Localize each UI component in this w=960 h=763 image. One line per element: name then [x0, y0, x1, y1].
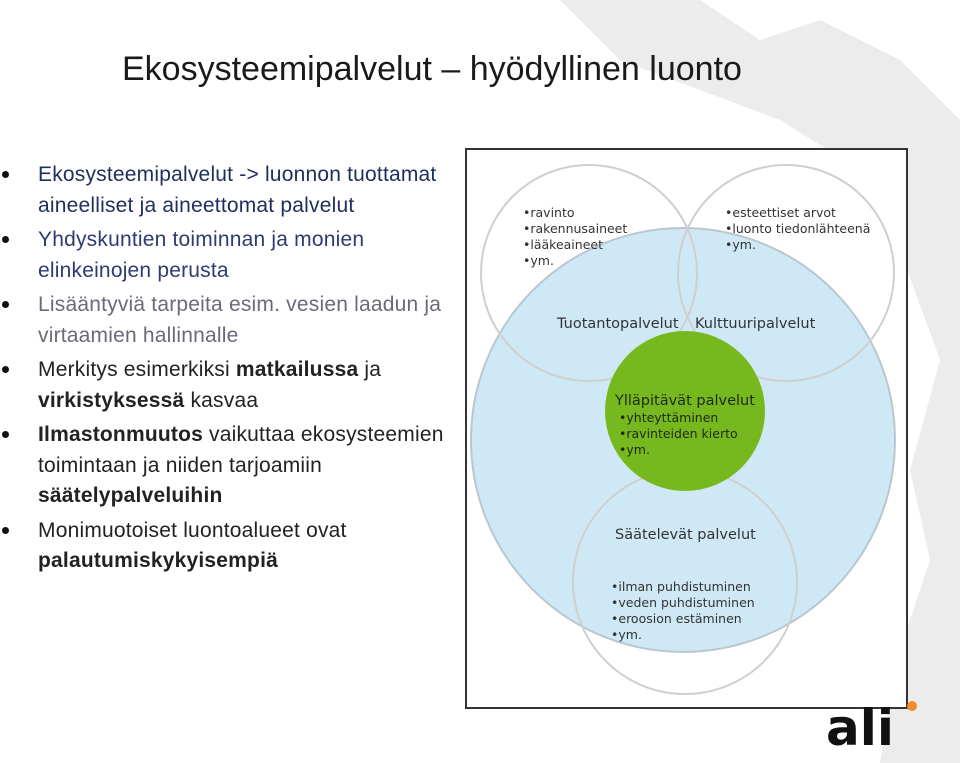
bullet-text: kasvaa [184, 388, 259, 412]
production-item: •lääkeaineet [523, 237, 603, 252]
logo-text: ali [826, 700, 895, 752]
bullet-text: vaikuttaa ekosysteemien toimintaan ja niiden tarjoamiin [38, 423, 444, 477]
bullet-item [0, 225, 450, 286]
production-item: •ym. [523, 253, 554, 268]
bullet-emphasis: palautumiskykyisempiä [38, 549, 278, 572]
supporting-item: •ym. [619, 442, 650, 457]
bullet-dot-icon [2, 527, 9, 534]
regulating-item: •ym. [611, 627, 642, 642]
bullet-dot-icon [2, 366, 9, 373]
cultural-item: •luonto tiedonlähteenä [725, 221, 871, 236]
supporting-label: Ylläpitävät palvelut [615, 393, 755, 409]
bullet-text: Lisääntyviä tarpeita esim. vesien laadun ja virtaamien hallinnalle [38, 293, 442, 347]
cultural-item: •ym. [725, 237, 756, 252]
bullet-emphasis: matkailussa [235, 358, 359, 381]
bullet-item [0, 516, 450, 577]
bullet-dot-icon [2, 301, 9, 308]
bullet-item [0, 290, 450, 351]
bullet-item [0, 420, 450, 512]
bullet-text: Merkitys esimerkiksi [38, 358, 236, 381]
supporting-item: •yhteyttäminen [619, 410, 719, 425]
bullet-emphasis: säätelypalveluihin [38, 484, 223, 507]
bullet-text: Ekosysteemipalvelut -> luonnon tuottamat aineelliset ja aineettomat palvelut [38, 163, 437, 217]
cultural-item: •esteettiset arvot [725, 205, 836, 220]
logo-dot-icon [907, 701, 917, 711]
bullet-emphasis: virkistyksessä [38, 388, 185, 412]
regulating-item: •veden puhdistuminen [611, 595, 755, 610]
supporting-item: •ravinteiden kierto [619, 426, 738, 441]
bullet-list [0, 160, 450, 581]
bullet-item [0, 160, 450, 221]
production-item: •rakennusaineet [523, 221, 628, 236]
cultural-label: Kulttuuripalvelut [695, 316, 816, 332]
production-label: Tuotantopalvelut [557, 316, 679, 332]
bullet-text: Yhdyskuntien toiminnan ja monien elinkeinojen perusta [38, 228, 365, 282]
bullet-item [0, 355, 450, 416]
bullet-text: ja [358, 358, 382, 381]
regulating-label: Säätelevät palvelut [615, 527, 756, 543]
regulating-item: •ilman puhdistuminen [611, 579, 751, 594]
bullet-dot-icon [2, 236, 9, 243]
bullet-dot-icon [2, 431, 9, 438]
bullet-emphasis: Ilmastonmuutos [38, 423, 203, 446]
page-title: Ekosysteemipalvelut – hyödyllinen luonto [122, 50, 742, 88]
ali-logo [826, 700, 918, 752]
production-item: •ravinto [523, 205, 575, 220]
regulating-item: •eroosion estäminen [611, 611, 742, 626]
ecosystem-services-diagram [465, 148, 908, 709]
bullet-dot-icon [2, 171, 9, 178]
bullet-text: Monimuotoiset luontoalueet ovat [38, 518, 347, 542]
